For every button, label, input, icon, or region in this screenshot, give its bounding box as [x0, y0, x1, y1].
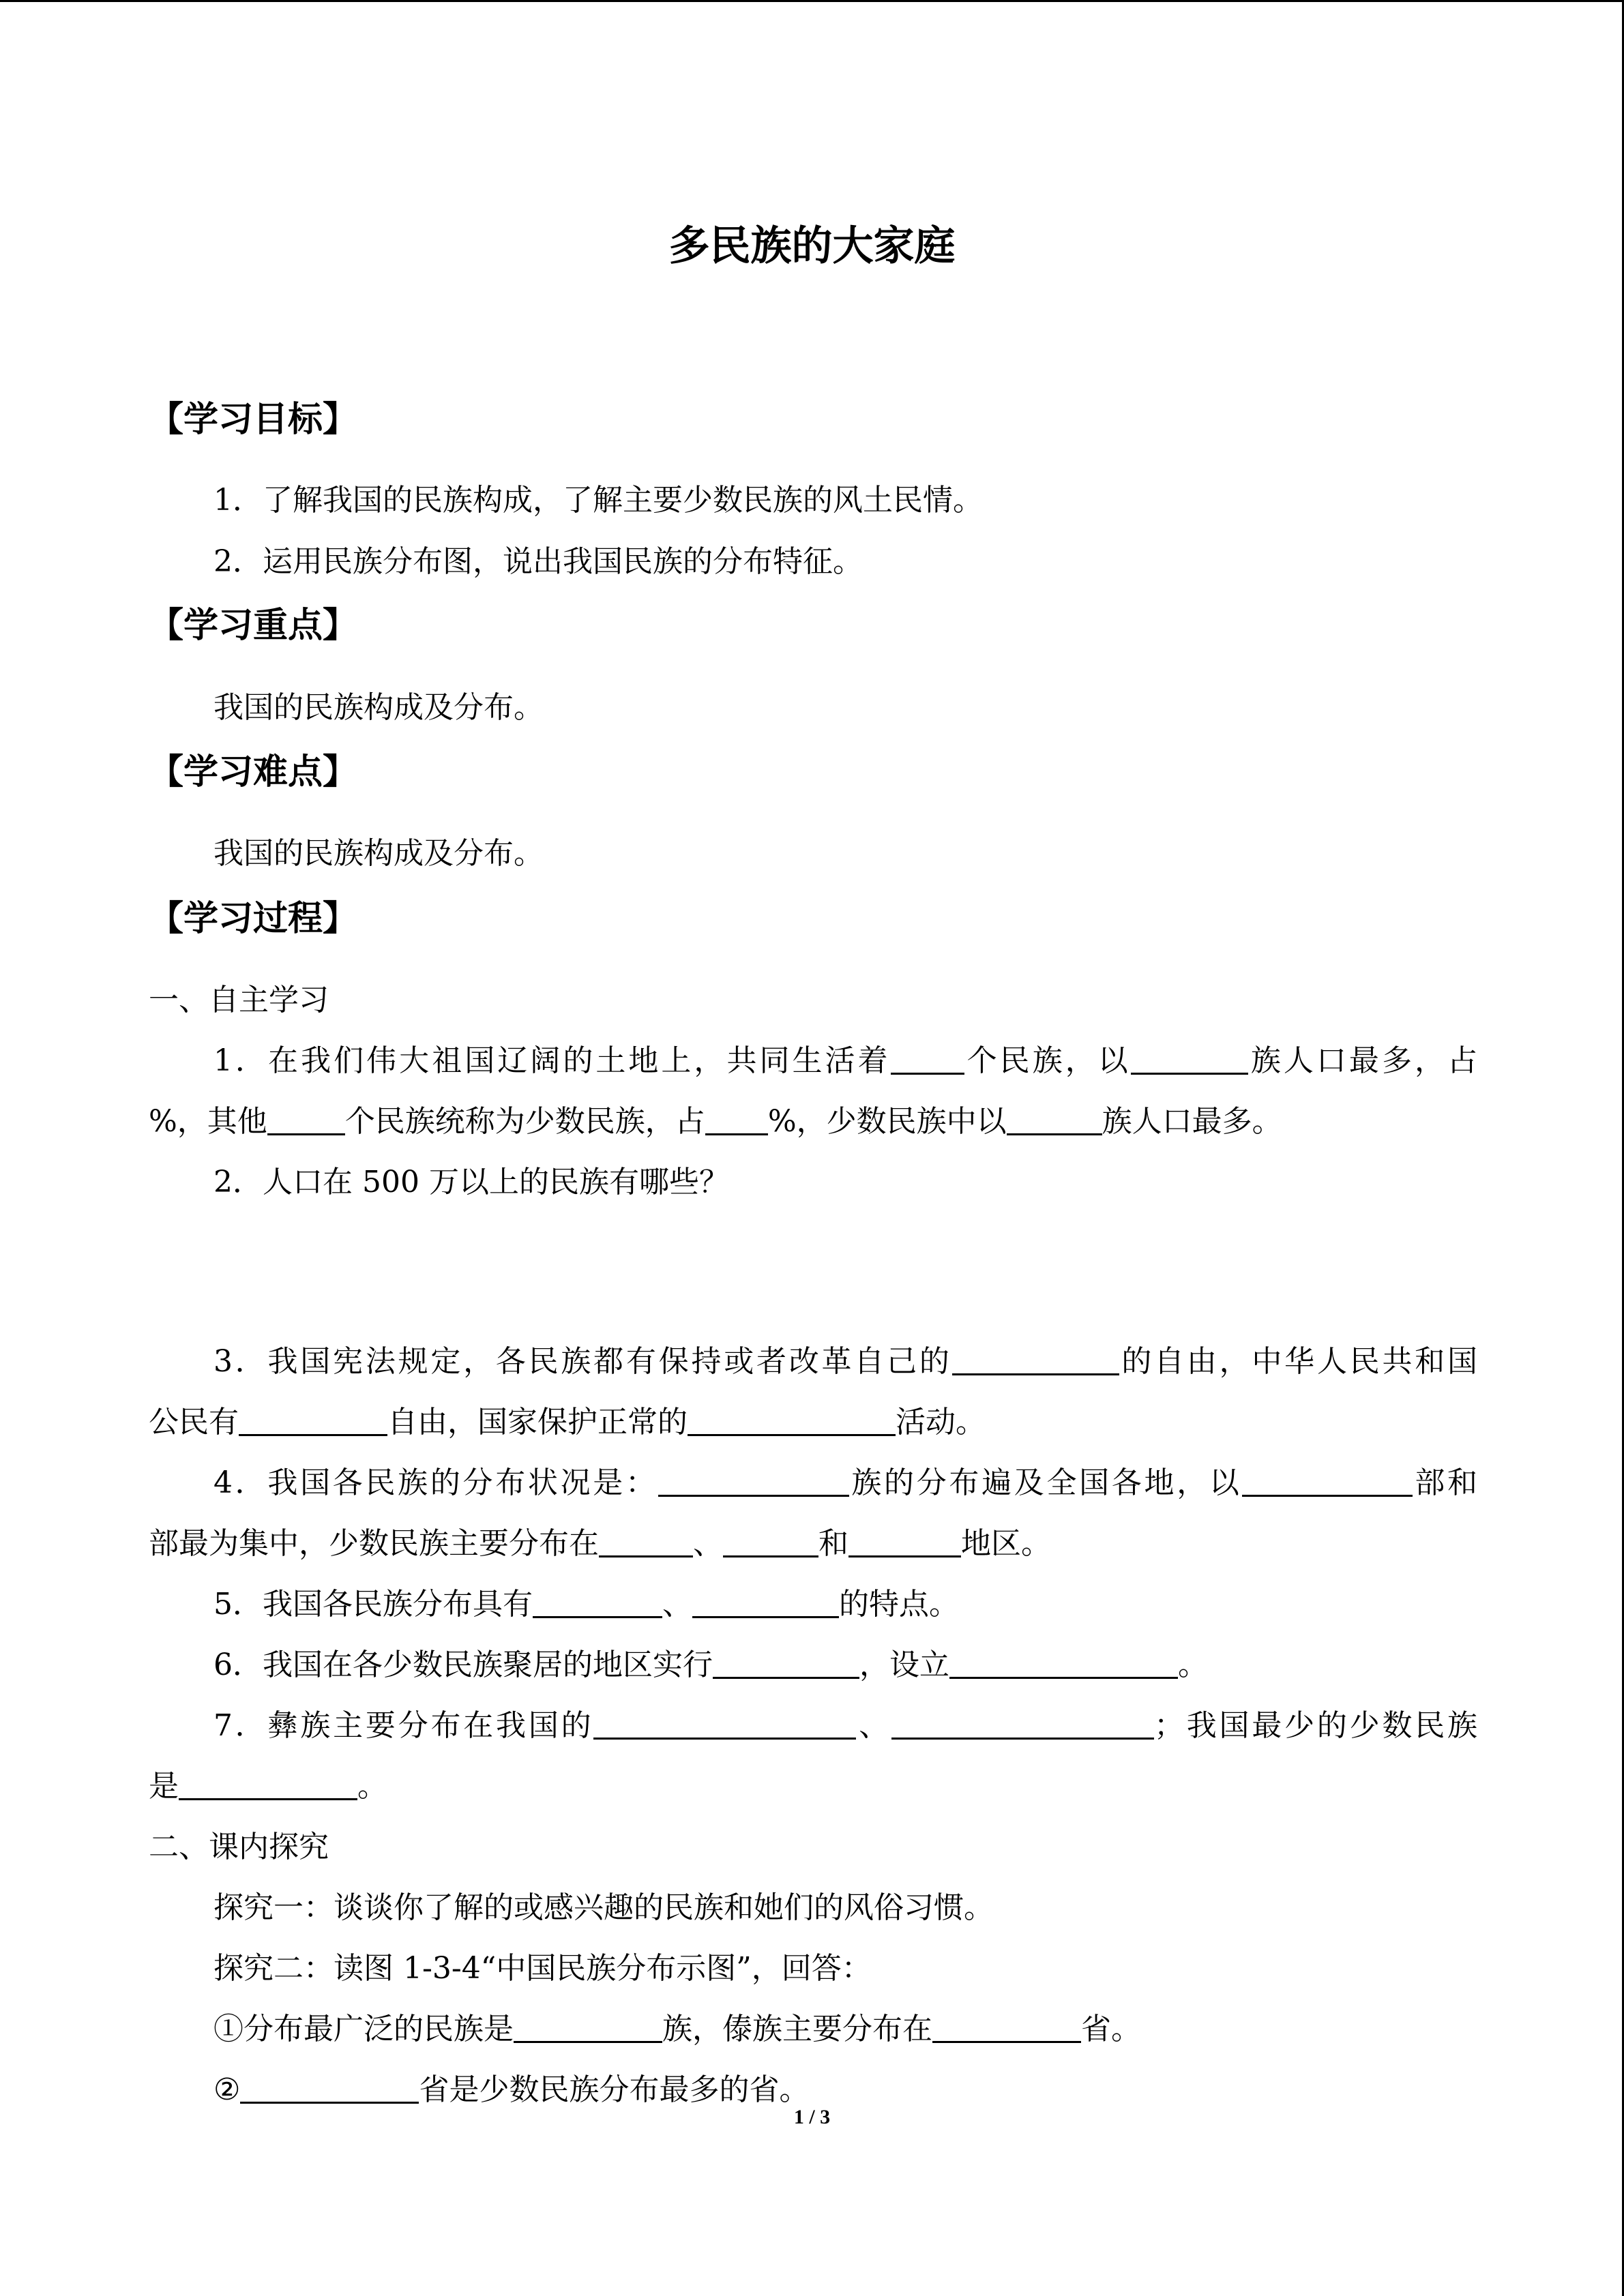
heading-goals: 【学习目标】: [149, 400, 358, 440]
page-title: 多民族的大家庭: [668, 222, 956, 270]
fill-blank[interactable]: [179, 1771, 357, 1800]
heading-difficulty: 【学习难点】: [149, 752, 358, 792]
q1-line-1: 1．在我们伟大祖国辽阔的土地上，共同生活着 个民族，以 族人口最多，占: [213, 1043, 1478, 1078]
fill-blank[interactable]: [952, 1346, 1119, 1375]
fill-blank[interactable]: [688, 1407, 896, 1436]
fill-blank[interactable]: [949, 1650, 1178, 1679]
q3-line-2: 公民有 自由，国家保护正常的 活动。: [149, 1405, 986, 1440]
q4-line-1: 4．我国各民族的分布状况是： 族的分布遍及全国各地，以 部和: [213, 1465, 1478, 1500]
q7-line-2: 是 。: [149, 1769, 387, 1804]
fill-blank[interactable]: [514, 2014, 662, 2043]
fill-blank[interactable]: [932, 2014, 1081, 2043]
heading-process: 【学习过程】: [149, 899, 358, 939]
q7-line-1: 7．彝族主要分布在我国的 、 ；我国最少的少数民族: [213, 1708, 1478, 1743]
fill-blank[interactable]: [533, 1589, 662, 1618]
fill-blank[interactable]: [239, 1407, 387, 1436]
q3-line-1: 3．我国宪法规定，各民族都有保持或者改革自己的 的自由，中华人民共和国: [213, 1344, 1478, 1379]
fill-blank[interactable]: [1242, 1467, 1413, 1497]
section2-title: 二、课内探究: [149, 1830, 329, 1864]
fill-blank[interactable]: [891, 1045, 964, 1075]
fill-blank[interactable]: [1131, 1045, 1248, 1075]
q1-line-2: %，其他 个民族统称为少数民族，占 %，少数民族中以 族人口最多。: [149, 1104, 1282, 1139]
fill-blank[interactable]: [240, 2074, 419, 2104]
fill-blank[interactable]: [891, 1710, 1154, 1740]
fill-blank[interactable]: [713, 1650, 859, 1679]
fill-blank[interactable]: [848, 1528, 961, 1557]
fill-blank[interactable]: [658, 1467, 849, 1497]
fill-blank[interactable]: [267, 1106, 345, 1135]
explore-2: 探究二：读图 1-3-4“中国民族分布示图”，回答：: [213, 1951, 872, 1986]
goal-item-2: 2．运用民族分布图，说出我国民族的分布特征。: [213, 544, 863, 579]
page-border-top: [0, 0, 1624, 2]
heading-key: 【学习重点】: [149, 606, 358, 646]
goal-item-1: 1．了解我国的民族构成，了解主要少数民族的风土民情。: [213, 483, 983, 518]
key-text: 我国的民族构成及分布。: [213, 690, 544, 725]
page-number: 1 / 3: [793, 2106, 831, 2128]
fill-blank[interactable]: [1007, 1106, 1102, 1135]
explore-1: 探究一：谈谈你了解的或感兴趣的民族和她们的风俗习惯。: [213, 1890, 994, 1925]
q4-line-2: 部最为集中，少数民族主要分布在 、 和 地区。: [149, 1526, 1051, 1561]
fill-blank[interactable]: [723, 1528, 818, 1557]
fill-blank[interactable]: [692, 1589, 839, 1618]
q6-text: 6．我国在各少数民族聚居的地区实行 ，设立 。: [213, 1648, 1208, 1682]
fill-blank[interactable]: [593, 1710, 856, 1740]
difficulty-text: 我国的民族构成及分布。: [213, 836, 544, 871]
explore-2-item-1: ①分布最广泛的民族是 族，傣族主要分布在 省。: [213, 2012, 1141, 2046]
section1-title: 一、自主学习: [149, 983, 329, 1017]
fill-blank[interactable]: [599, 1528, 693, 1557]
explore-2-item-2: ② 省是少数民族分布最多的省。: [213, 2072, 810, 2107]
q5-text: 5．我国各民族分布具有 、 的特点。: [213, 1587, 959, 1622]
q2-text: 2．人口在 500 万以上的民族有哪些？: [213, 1165, 729, 1199]
fill-blank[interactable]: [705, 1106, 768, 1135]
